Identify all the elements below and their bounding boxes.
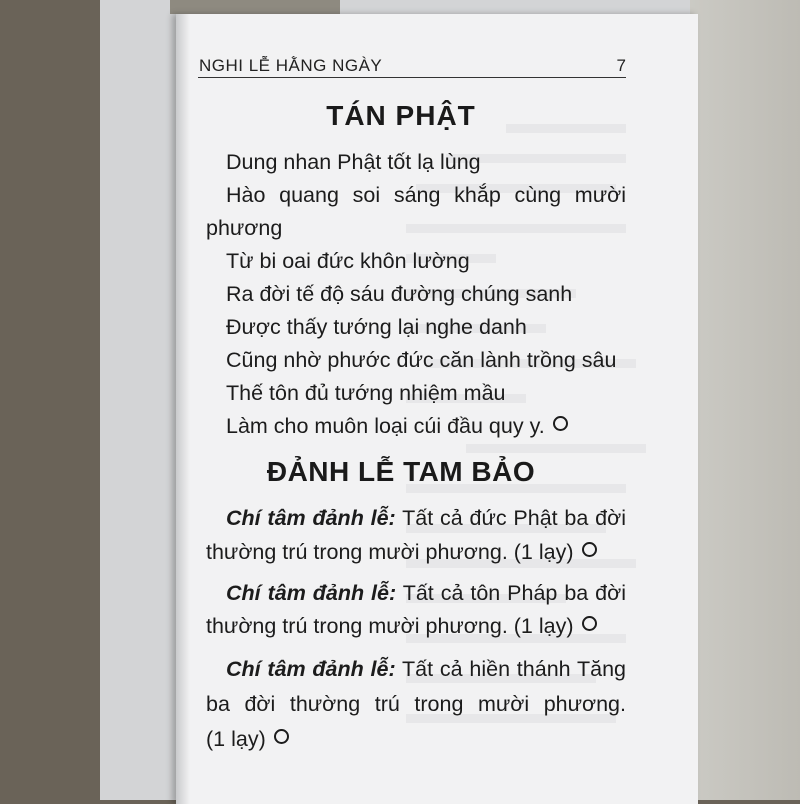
prayer-line: [226, 581, 626, 606]
prayer-lead: Chí tâm đảnh lễ:: [226, 581, 397, 605]
section-heading-danh-le-tam-bao: ĐẢNH LỄ TAM BẢO: [266, 456, 536, 487]
verse-text: Làm cho muôn loại cúi đầu quy y.: [226, 414, 545, 438]
verse-line: Từ bi oai đức khôn lường: [226, 249, 470, 273]
page-gutter-shadow: [176, 14, 190, 804]
verse-line: Thế tôn đủ tướng nhiệm mầu: [226, 381, 506, 405]
prayer-text: thường trú trong mười phương. (1 lạy): [206, 614, 574, 638]
prayer-lead: Chí tâm đảnh lễ:: [226, 506, 396, 530]
prayer-lead: Chí tâm đảnh lễ:: [226, 657, 396, 681]
verse-line: Dung nhan Phật tốt lạ lùng: [226, 150, 481, 174]
prayer-line: ba đời thường trú trong mười phương.: [206, 692, 626, 716]
prayer-line: [226, 657, 626, 682]
prayer-text: Tất cả hiền thánh Tăng: [395, 657, 626, 681]
section-heading-tan-phat: TÁN PHẬT: [326, 100, 476, 131]
prayer-line: [206, 727, 289, 752]
circle-mark-icon: [582, 616, 597, 631]
circle-mark-icon: [582, 542, 597, 557]
verse-line: phương: [206, 216, 283, 240]
book-edge-top: [170, 0, 340, 14]
book-page: [176, 14, 698, 804]
page-edge-right: [690, 0, 800, 800]
header-divider: [198, 77, 626, 78]
running-header-title: NGHI LỄ HẰNG NGÀY: [199, 56, 383, 75]
page-number: 7: [616, 56, 626, 75]
verse-line-final: [226, 414, 568, 439]
verse-line: Hào quang soi sáng khắp cùng mười: [226, 183, 626, 207]
prayer-text: Tất cả đức Phật ba đời: [395, 506, 626, 530]
verse-line: Ra đời tế độ sáu đường chúng sanh: [226, 282, 573, 306]
prayer-text: Tất cả tôn Pháp ba đời: [396, 581, 627, 605]
prayer-line: [226, 506, 626, 531]
prayer-line: [206, 540, 597, 565]
prayer-text: (1 lạy): [206, 727, 266, 751]
prayer-line: [206, 614, 597, 639]
verse-line: Cũng nhờ phước đức căn lành trồng sâu: [226, 348, 617, 372]
circle-mark-icon: [274, 729, 289, 744]
prayer-text: thường trú trong mười phương. (1 lạy): [206, 540, 574, 564]
verse-line: Được thấy tướng lại nghe danh: [226, 315, 527, 339]
circle-mark-icon: [553, 416, 568, 431]
